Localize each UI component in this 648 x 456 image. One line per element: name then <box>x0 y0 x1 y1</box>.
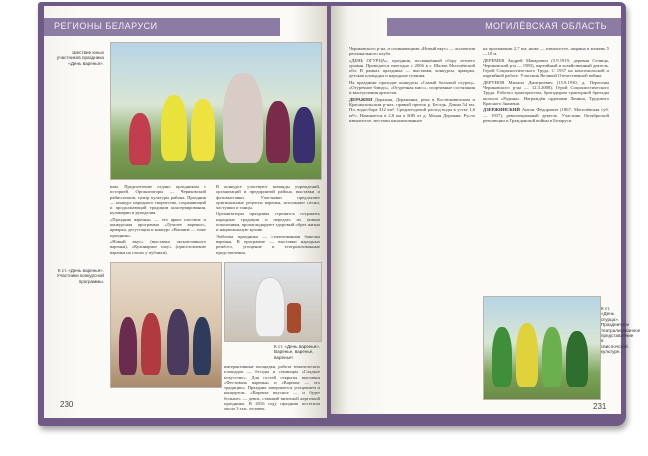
left-text-col-3: интерактивные площадки, работа тематических площадок — беседы и семинары «Сладкое искусство». Для гостей открыты выставки «Фестиваль варенья» и «Варенье — это традиции». Праздник завершается угощением и концертом. «Варенье вкусное — и будет больше» — девиз, ставший визитной карточкой праздника. В 2016 году праздник посетили около 3 тыс. человек. <box>224 364 320 412</box>
caption-top-photo: Шествие юных участников праздника «День варенья». <box>56 50 104 66</box>
left-text-col-1: ним. Предпочтение отдано праздникам с историей. Организаторы — Чериковский райисполком, центр культуры района. Праздник — конкурс народного творчества, сохраняющий и продолжающий традиции консервирования, кулинарии и рукоделия. «Праздник варенья» — это яркое шествие и конкурсная программа «Лучшее варенье», ярмарка, дегустация и конкурс «Вязание — тоже праздник». «Новый вкус» (выставка эксклюзивного варенья), «Кулинарное шоу» (приготовление варенья на глазах у публики). <box>110 184 206 255</box>
right-text-col-2: на протяжении 2,7 км; ниже — извилистое, ширина в межень 5—10 м. ДЕРЕМЕВ Андрей Макарович (5.9.1919, деревня Селища, Чериковский р-н — 1983), партийный и хозяйственный деятель. Герой Социалистического Труда. С 1937 на комсомольской и партийной работе. Участник Великой Отечественной войны. ДЕРУНОВ Михаил Дмитриевич (15.9.1930, д. Перегоны Чериковского р-на — 12.3.2008), Герой Социалистического Труда. Работал трактористом, бригадиром тракторной бригады колхоза «Родина». Награждён орденами Ленина, Трудового Красного Знамени. ДЗЕРЖИНСКИЙ Антон Фёдорович (1867, Могилёвская губ. — 1937), революционный деятель. Участник Октябрьской революции и Гражданской войны в Беларуси. <box>483 46 609 123</box>
photo-jam-jars <box>224 262 322 342</box>
right-page <box>331 6 641 414</box>
right-header-title: МОГИЛЁВСКАЯ ОБЛАСТЬ <box>485 21 607 31</box>
caption-middle-photo: К ст. «День варенья». Варенье, варенье, варенье! <box>274 344 321 360</box>
right-text-col-1: Чериковского р-на, и сочиняющими «Новый вкус» — коллектив регионального клуба. «ДЕНЬ ОГУРЦА», праздник, посвящённый сбору летнего урожая. Проводится ежегодно с 2006 в г. Шклов Могилёвской обл. В рамках праздника — выставки, конкурсы, ярмарка, детская площадка и народные гуляния. На празднике проходят конкурсы «Самый большой огурец», «Огуречное блюдо», «Огуречная мисс», спортивные состязания и выступления артистов. ДЕРАЖНЯ Деражня, Деражанка, река в Костюковичском и Краснопольском р-нах, правый приток р. Беседь. Длина 54 км. Пл. водосбора 312 км². Среднегодовой расход воды в устье 1,6 м³/с. Начинается в 2,8 км к ЮВ от д. Малая Деражня. Русло извилистое, местами канализованное. <box>349 46 475 123</box>
photo-parade <box>110 42 322 180</box>
open-book <box>38 2 641 428</box>
heading-dzerzhinsky: ДЗЕРЖИНСКИЙ <box>483 107 520 113</box>
left-page-number: 230 <box>60 400 74 409</box>
photo-contest <box>110 262 222 388</box>
right-page-number: 231 <box>593 402 607 411</box>
left-text-col-2: В конкурсе участвуют команды учреждений, организаций и предприятий района, выставки и фотовыставки. Участники предлагают оригинальные рецепты варенья, исполняют песни, частушки и танцы. Организаторы праздника стремятся сохранить народные традиции и передать их новым поколениям, пропагандируют здоровый образ жизни и национальную кухню. Эмблема праздника — стилизованная баночка варенья. В программе — выставки народных ремёсел, угощение и театрализованные представления. <box>216 184 320 255</box>
photo-cucumber-day <box>483 296 601 400</box>
left-page <box>44 6 327 418</box>
left-header-title: РЕГИОНЫ БЕЛАРУСИ <box>54 21 158 31</box>
caption-left-photo: К ст. «День варенья». Участники конкурсной программы. <box>56 268 104 284</box>
caption-right-photo: К ст. «День огурца». Праздничное театрализованное представление в свислочской культуре. <box>601 306 641 355</box>
heading-derazhnya: ДЕРАЖНЯ <box>349 96 373 102</box>
